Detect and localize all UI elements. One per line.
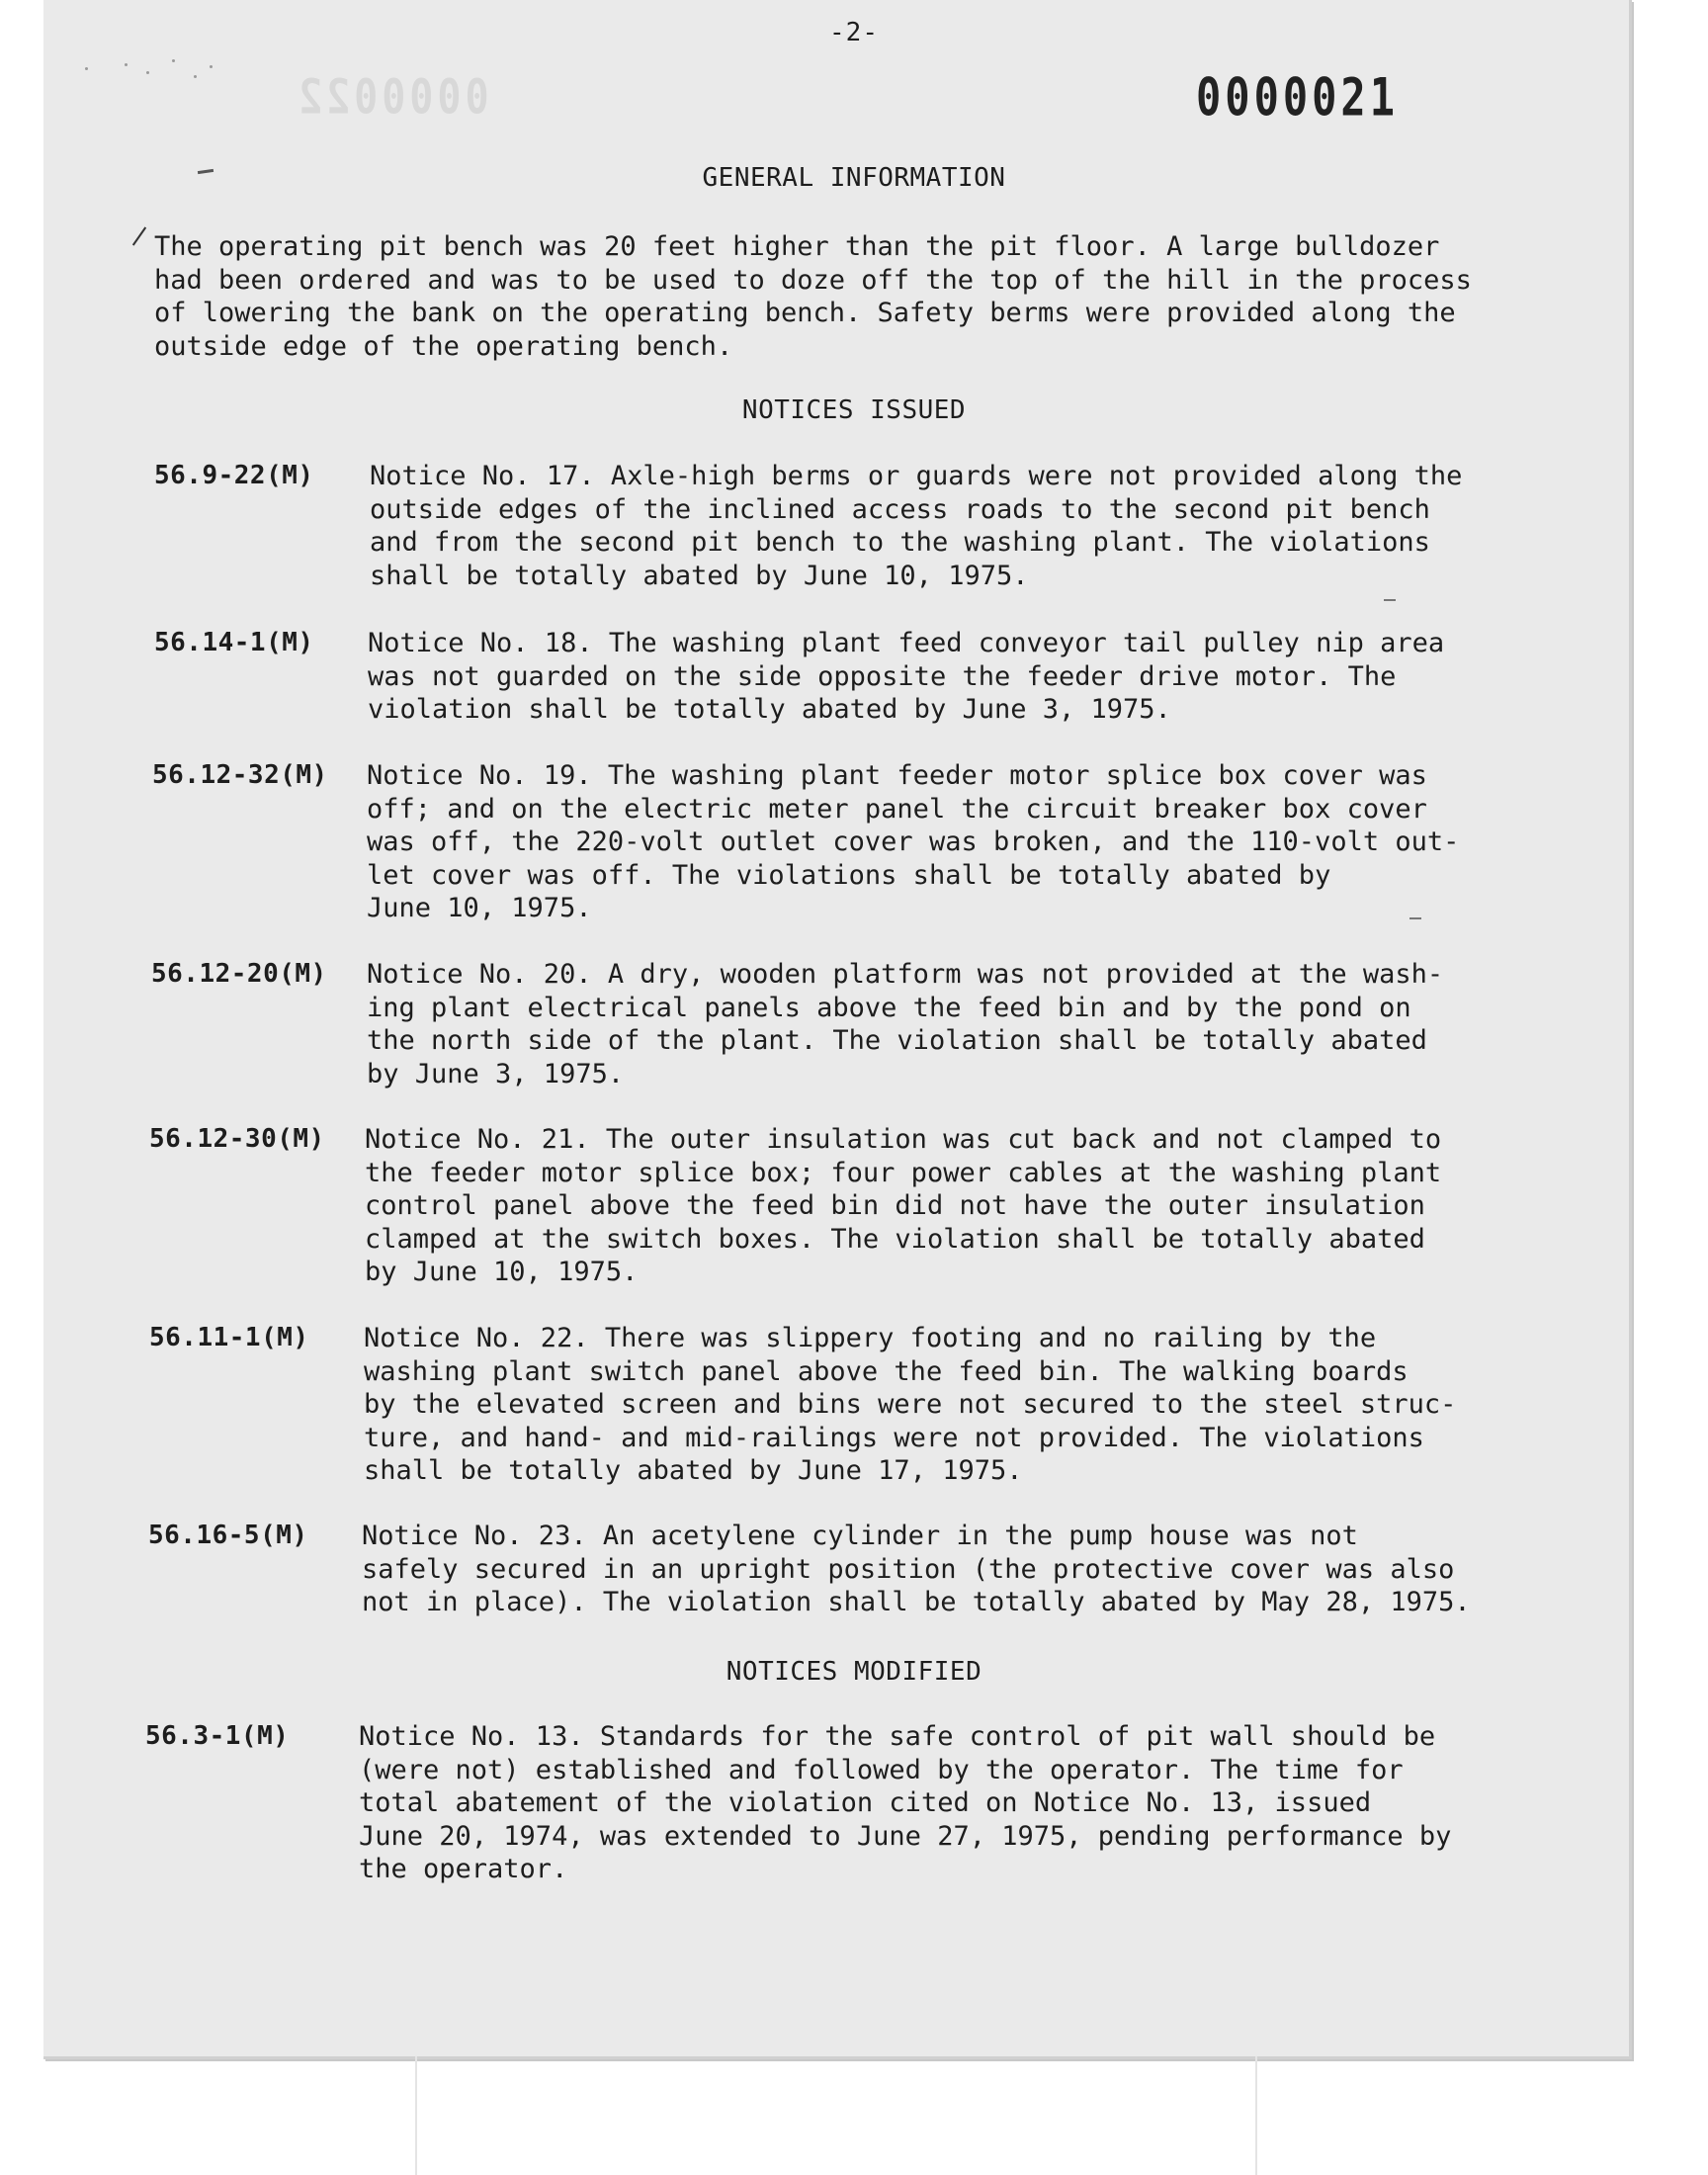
- notice-text: Notice No. 13. Standards for the safe control of pit wall should be (were not) established and followed by the operator. The time for total abatement of the violation cited on Notice No. 13, issued June 20, 1974, was extended to June 27, 1975, pending performance by the operator.: [359, 1721, 1452, 1884]
- notice-text: Notice No. 22. There was slippery footing and no railing by the washing plant switch panel above the feed bin. The walking boards by the elevated screen and bins were not secured to the steel struc- ture, and hand- and mid-railings were not provided. The violations shall be totally abated by June 17, 1975.: [364, 1323, 1457, 1486]
- notice-text: Notice No. 21. The outer insulation was cut back and not clamped to the feeder motor splice box; four power cables at the washing plant control panel above the feed bin did not have the outer insulation clamped at the switch boxes. The violation shall be totally abated by June 10, 1975.: [365, 1124, 1442, 1287]
- standard-code: 56.3-1(M): [145, 1721, 290, 1751]
- document-number-stamp: 0000021: [1196, 66, 1400, 129]
- standard-code: 56.16-5(M): [148, 1521, 308, 1550]
- notice-text: Notice No. 19. The washing plant feeder motor splice box cover was off; and on the electric meter panel the circuit breaker box cover was off, the 220-volt outlet cover was broken, and the 110-volt out- let cover was off. The violations shall be totally abated by June 10, 1975.: [367, 760, 1460, 923]
- standard-code: 56.9-22(M): [154, 461, 314, 490]
- scan-artifact-line: [415, 2056, 417, 2175]
- notices-modified-heading: NOTICES MODIFIED: [726, 1657, 982, 1687]
- pen-mark: [1384, 599, 1396, 601]
- notices-issued-heading: NOTICES ISSUED: [741, 395, 967, 425]
- general-information-text: The operating pit bench was 20 feet higher than the pit floor. A large bulldozer had been ordered and was to be used to doze off the top of the hill in the process of lowering the bank on the operating bench. Safety berms were provided along the outside edge of the operating bench.: [154, 231, 1472, 362]
- notice-text: Notice No. 17. Axle-high berms or guards were not provided along the outside edges of the inclined access roads to the second pit bench and from the second pit bench to the washing plant. The violations shall be totally abated by June 10, 1975.: [370, 461, 1463, 591]
- scan-artifact-line: [1255, 2056, 1257, 2175]
- page-number: -2-: [829, 18, 879, 47]
- notice-text: Notice No. 18. The washing plant feed conveyor tail pulley nip area was not guarded on the side opposite the feeder drive motor. The violation shall be totally abated by June 3, 1975.: [368, 628, 1445, 725]
- bleed-through-number: 0000022: [295, 70, 489, 126]
- standard-code: 56.12-32(M): [152, 760, 328, 790]
- general-information-heading: GENERAL INFORMATION: [702, 163, 1006, 193]
- standard-code: 56.12-30(M): [149, 1124, 325, 1154]
- standard-code: 56.14-1(M): [154, 628, 314, 657]
- standard-code: 56.12-20(M): [151, 959, 327, 989]
- notice-text: Notice No. 23. An acetylene cylinder in the pump house was not safely secured in an upright position (the protective cover was also not in place). The violation shall be totally abated by May 28, 1975.: [362, 1521, 1471, 1617]
- notice-text: Notice No. 20. A dry, wooden platform was not provided at the wash- ing plant electrical panels above the feed bin and by the pond on the north side of the plant. The violation shall be totally abated by June 3, 1975.: [367, 959, 1444, 1089]
- standard-code: 56.11-1(M): [149, 1323, 309, 1352]
